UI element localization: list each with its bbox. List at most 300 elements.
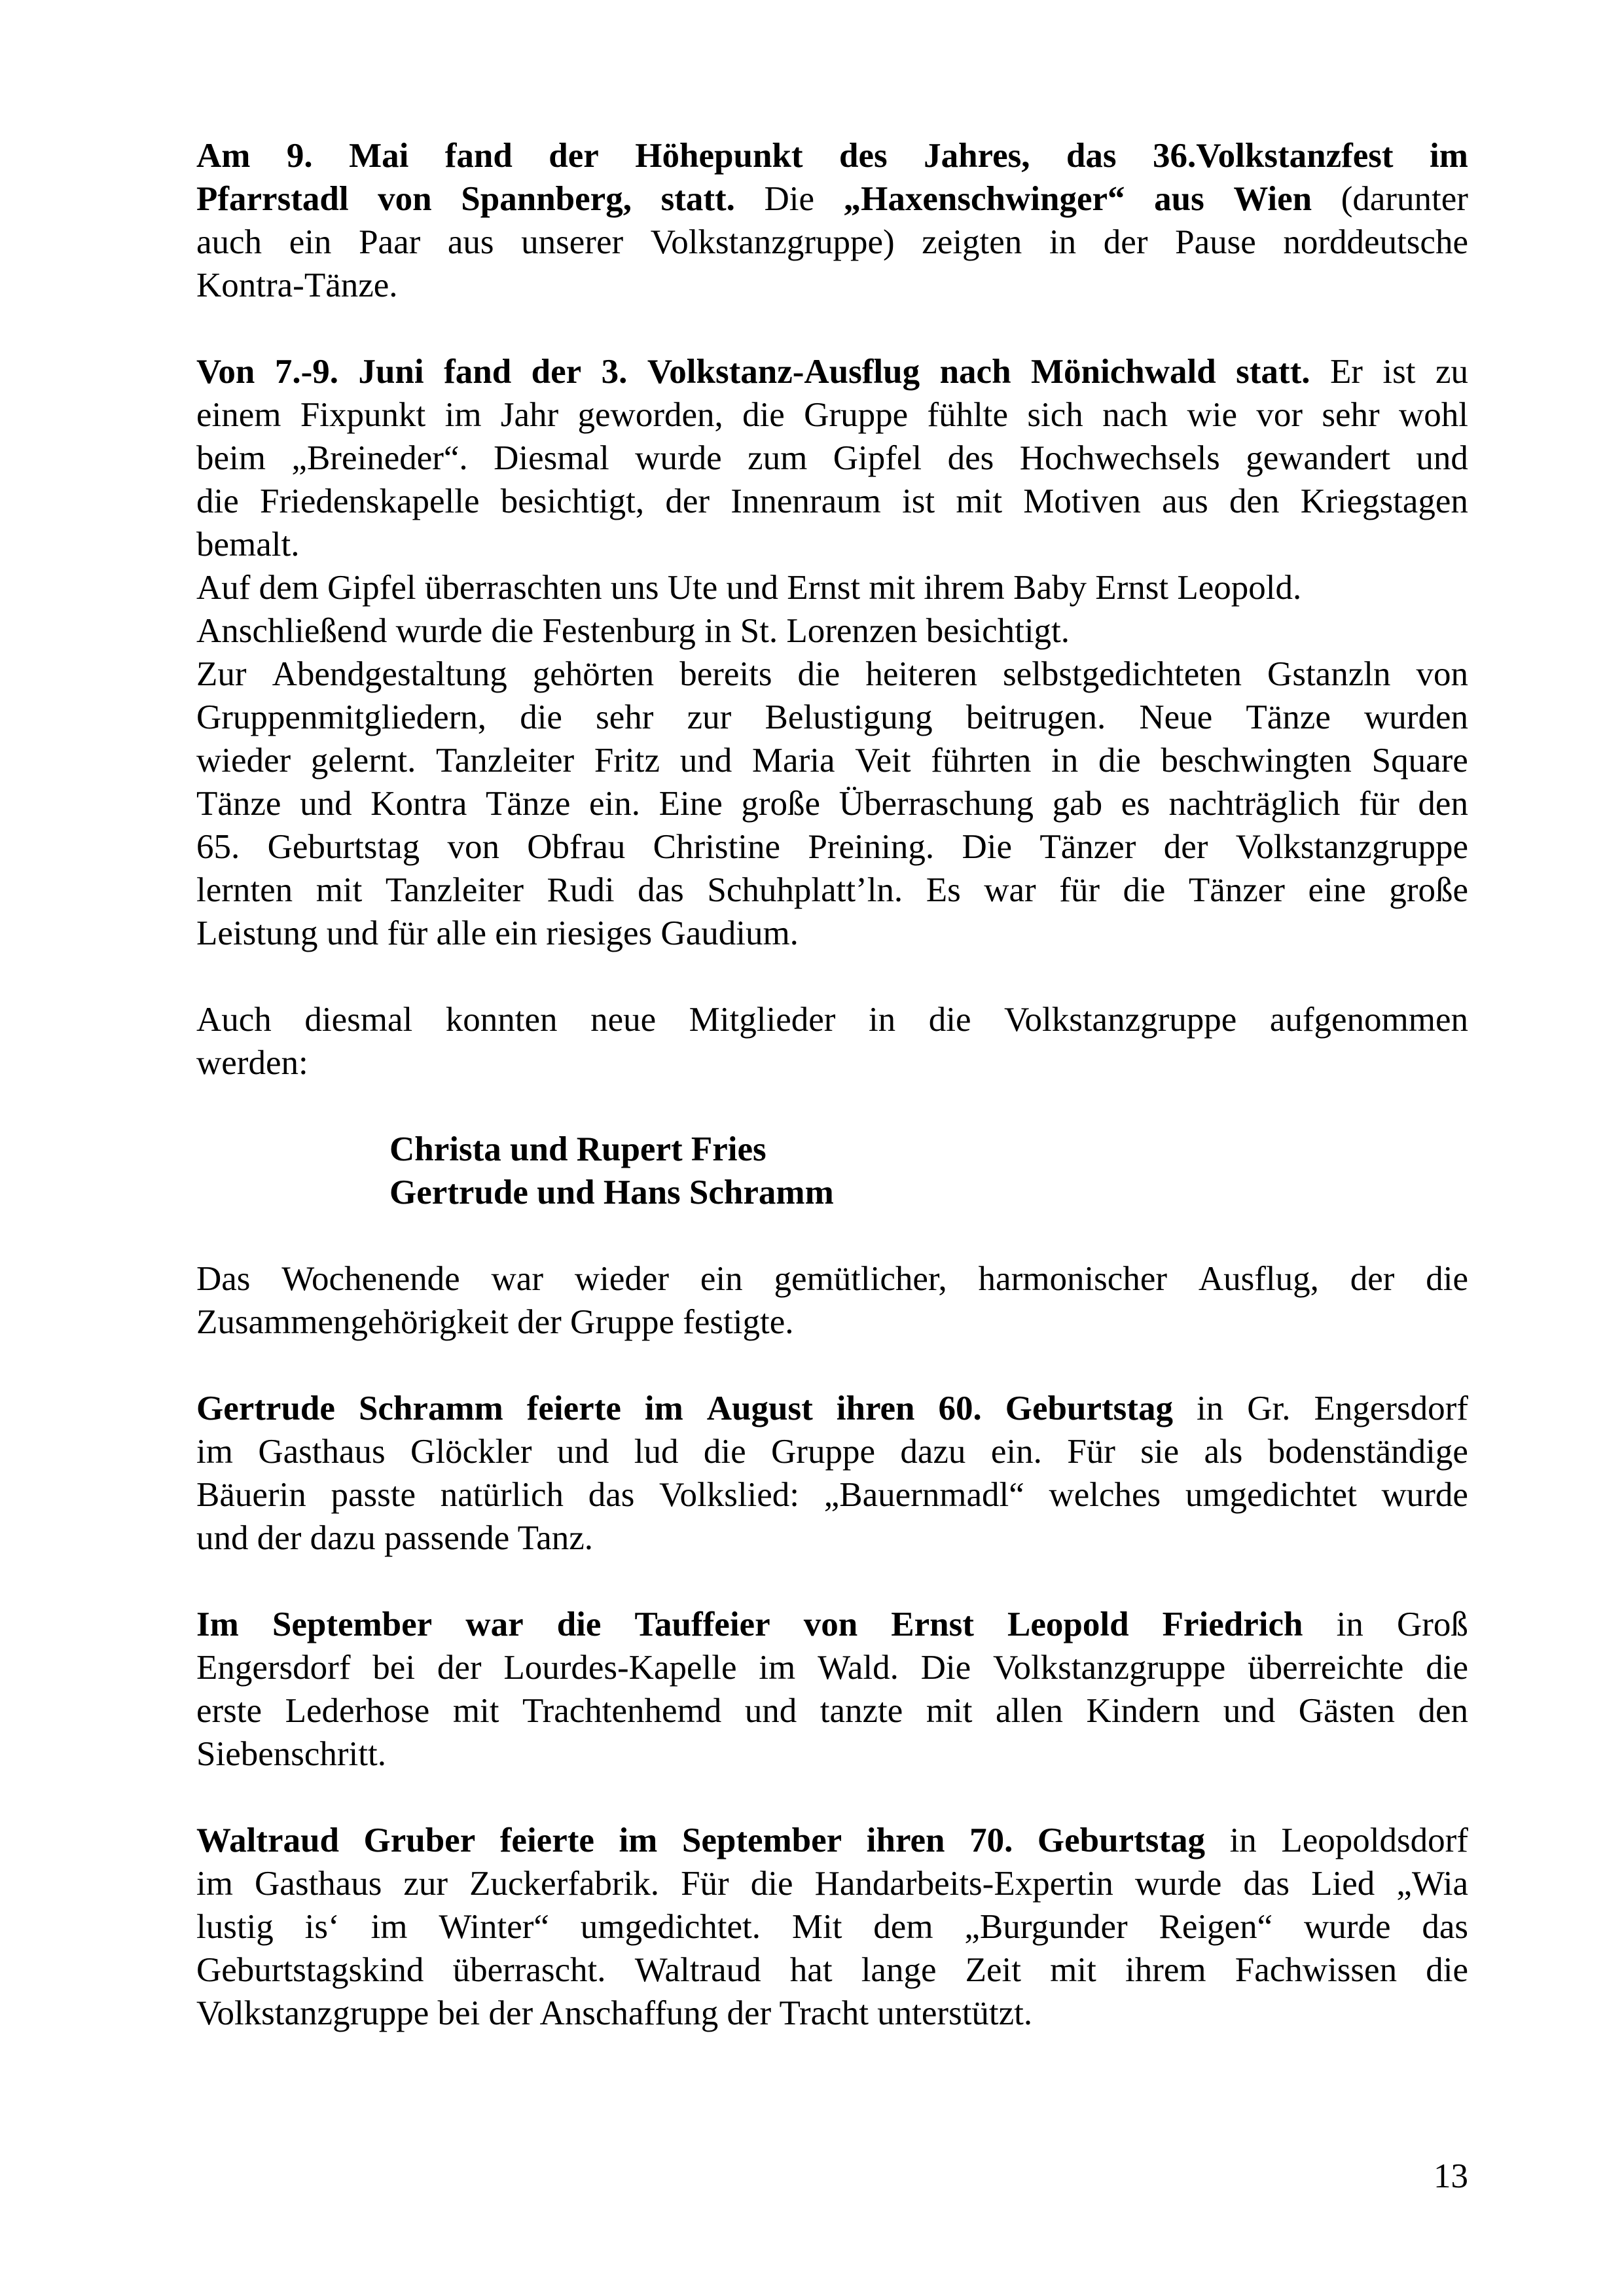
word: norddeutsche <box>1283 223 1468 261</box>
word: überreichte <box>1248 1649 1404 1687</box>
word: Pfarrstadl <box>196 180 349 218</box>
word: des <box>839 137 888 175</box>
word: Hochwechsels <box>1019 439 1220 477</box>
word: Gasthaus <box>258 1433 386 1471</box>
word: Kontra <box>370 785 467 823</box>
word: Gstanzln <box>1267 655 1391 693</box>
word: der <box>665 482 710 520</box>
word: in <box>1336 1605 1363 1643</box>
text-line <box>196 221 1468 264</box>
word: das <box>638 871 684 909</box>
word: der <box>531 353 582 391</box>
word: von <box>1416 655 1468 693</box>
word: im <box>644 1390 683 1427</box>
word: Überraschung <box>839 785 1034 823</box>
word: „Bauernmadl“ <box>823 1476 1024 1514</box>
word: die <box>1426 1649 1468 1687</box>
word: Rudi <box>547 871 615 909</box>
word: umgedichtet. <box>580 1908 761 1946</box>
word: überrascht. <box>452 1951 606 1989</box>
word: die <box>928 1001 971 1039</box>
text-segment: Volkstanzgruppe bei der Anschaffung der Tracht unterstützt. <box>196 1994 1033 2032</box>
word: bereits <box>679 655 772 693</box>
word: tanzte <box>820 1692 903 1730</box>
word: Schuhplatt’ln. <box>707 871 903 909</box>
word: Tauffeier <box>634 1605 770 1643</box>
word: zeigten <box>922 223 1022 261</box>
word: Abendgestaltung <box>272 655 507 693</box>
text-segment: werden: <box>196 1044 308 1082</box>
word: Gruppe <box>804 396 909 434</box>
word: Volkslied: <box>659 1476 800 1514</box>
word: Volkstanzgruppe) <box>650 223 895 261</box>
word: neue <box>590 1001 657 1039</box>
word: das <box>1422 1908 1468 1946</box>
word: Gasthaus <box>255 1865 382 1903</box>
paragraph-volkstanz-ausflug <box>196 350 1468 955</box>
word: lud <box>634 1433 679 1471</box>
text-segment: Auf dem Gipfel überraschten uns Ute und Ernst mit ihrem Baby Ernst Leopold. <box>196 569 1302 607</box>
text-line <box>196 393 1468 437</box>
word: „Burgunder <box>964 1908 1128 1946</box>
word: August <box>706 1390 813 1427</box>
word: Kindern <box>1086 1692 1200 1730</box>
text-line <box>196 177 1468 221</box>
word: September <box>681 1821 842 1859</box>
word: sehr <box>596 698 654 736</box>
paragraph-neue-mitglieder <box>196 998 1468 1085</box>
word: Pause <box>1175 223 1256 261</box>
word: und <box>556 1433 609 1471</box>
word: statt. <box>1236 353 1310 391</box>
word: Für <box>1067 1433 1115 1471</box>
word: die <box>196 482 239 520</box>
word: Gruppe <box>771 1433 875 1471</box>
word: fand <box>444 353 512 391</box>
word: eine <box>1308 871 1366 909</box>
word: Obfrau <box>527 828 626 866</box>
word: Es <box>926 871 961 909</box>
word: Juni <box>358 353 424 391</box>
word: Die <box>920 1649 971 1687</box>
word: von <box>803 1605 858 1643</box>
word: Volkstanzgruppe <box>993 1649 1226 1687</box>
word: Tänzer <box>1039 828 1136 866</box>
word: zur <box>403 1865 448 1903</box>
text-line <box>196 1473 1468 1516</box>
text-segment: und der dazu passende Tanz. <box>196 1519 594 1557</box>
word: Tänzer <box>1188 871 1285 909</box>
word: Diesmal <box>494 439 609 477</box>
word: wurde <box>1304 1908 1391 1946</box>
word: nach <box>1102 396 1168 434</box>
text-line <box>196 566 1468 609</box>
word: Lied <box>1311 1865 1375 1903</box>
word: Belustigung <box>765 698 933 736</box>
word: Die <box>764 180 815 218</box>
word: wieder <box>196 742 291 780</box>
word: unserer <box>521 223 624 261</box>
word: diesmal <box>304 1001 413 1039</box>
word: Friedrich <box>1162 1605 1303 1643</box>
word: ist <box>1382 353 1416 391</box>
word: den <box>1418 1692 1468 1730</box>
word: feierte <box>499 1821 594 1859</box>
word: lernten <box>196 871 293 909</box>
word: gelernt. <box>310 742 416 780</box>
word: ihren <box>836 1390 915 1427</box>
text-line <box>196 1862 1468 1905</box>
word: Handarbeits-Expertin <box>814 1865 1113 1903</box>
word: bei <box>372 1649 416 1687</box>
word: Motiven <box>1023 482 1141 520</box>
text-segment: bemalt. <box>196 526 300 564</box>
word: Gertrude <box>196 1390 335 1427</box>
word: feierte <box>526 1390 621 1427</box>
word: gab <box>1052 785 1103 823</box>
word: in <box>1051 742 1079 780</box>
text-segment: Zusammengehörigkeit der Gruppe festigte. <box>196 1303 794 1341</box>
word: der <box>437 1649 482 1687</box>
word: Tänze <box>196 785 281 823</box>
word: Im <box>196 1605 239 1643</box>
word: Mitglieder <box>689 1001 836 1039</box>
word: Trachtenhemd <box>522 1692 722 1730</box>
word: Jahr <box>500 396 559 434</box>
word: Fixpunkt <box>300 396 426 434</box>
word: Paar <box>359 223 421 261</box>
word: große <box>1389 871 1468 909</box>
word: aus <box>1162 482 1208 520</box>
word: nachträglich <box>1168 785 1341 823</box>
word: große <box>741 785 821 823</box>
text-line <box>196 696 1468 739</box>
word: Tänze <box>485 785 571 823</box>
word: 7.-9. <box>274 353 338 391</box>
word: Mit <box>791 1908 842 1946</box>
word: 65. <box>196 828 240 866</box>
word: wie <box>1187 396 1238 434</box>
paragraph-mitglieder-namen <box>196 1128 1468 1214</box>
paragraph-waltraud-gruber-geburtstag <box>196 1819 1468 2035</box>
word: gewandert <box>1246 439 1390 477</box>
text-line <box>389 1128 1468 1171</box>
text-segment: Leistung und für alle ein riesiges Gaudium. <box>196 914 799 952</box>
text-line <box>196 1516 1468 1560</box>
word: die <box>1426 1260 1468 1298</box>
word: das <box>1243 1865 1290 1903</box>
word: natürlich <box>440 1476 564 1514</box>
word: wurde <box>1134 1865 1222 1903</box>
word: Gipfel <box>833 439 922 477</box>
word: Mai <box>349 137 409 175</box>
word: bodenständige <box>1267 1433 1468 1471</box>
word: Preining. <box>808 828 935 866</box>
word: 70. <box>969 1821 1013 1859</box>
word: konnten <box>445 1001 558 1039</box>
word: geworden, <box>577 396 723 434</box>
text-line <box>196 134 1468 177</box>
word: Geburtstag <box>267 828 420 866</box>
word: Gruppenmitgliedern, <box>196 698 487 736</box>
word: auch <box>196 223 262 261</box>
word: Für <box>681 1865 729 1903</box>
word: Er <box>1329 353 1363 391</box>
word: Zuckerfabrik. <box>469 1865 660 1903</box>
word: für <box>1059 871 1100 909</box>
text-line <box>196 1732 1468 1776</box>
word: Jahres, <box>924 137 1030 175</box>
text-line <box>196 998 1468 1041</box>
word: Das <box>196 1260 251 1298</box>
word: umgedichtet <box>1185 1476 1357 1514</box>
word: „Wia <box>1396 1865 1468 1903</box>
word: Zeit <box>965 1951 1021 1989</box>
word: Wochenende <box>281 1260 460 1298</box>
word: von <box>447 828 499 866</box>
word: lustig <box>196 1908 274 1946</box>
word: ein <box>289 223 332 261</box>
word: und <box>300 785 352 823</box>
word: das <box>588 1476 635 1514</box>
word: beim <box>196 439 266 477</box>
text-line <box>196 1992 1468 2035</box>
word: sie <box>1140 1433 1180 1471</box>
word: führten <box>931 742 1032 780</box>
text-line <box>196 653 1468 696</box>
word: 60. <box>938 1390 982 1427</box>
word: heiteren <box>865 655 977 693</box>
word: im <box>759 1649 796 1687</box>
word: Lourdes-Kapelle <box>503 1649 737 1687</box>
page-number: 13 <box>1434 2157 1468 2195</box>
word: Leopold <box>1007 1605 1129 1643</box>
word: Geburtstag <box>1037 1821 1206 1859</box>
word: Tänze <box>1246 698 1331 736</box>
word: Leopoldsdorf <box>1281 1821 1468 1859</box>
text-line <box>196 1041 1468 1085</box>
word: war <box>984 871 1036 909</box>
word: und <box>1223 1692 1276 1730</box>
word: im <box>370 1908 408 1946</box>
word: im <box>1430 137 1468 175</box>
word: den <box>1229 482 1280 520</box>
text-line <box>196 1603 1468 1646</box>
word: für <box>1359 785 1399 823</box>
word: Waltraud <box>196 1821 339 1859</box>
word: ein. <box>990 1433 1042 1471</box>
word: war <box>465 1605 524 1643</box>
word: es <box>1121 785 1150 823</box>
text-line <box>196 480 1468 523</box>
paragraph-volkstanzfest <box>196 134 1468 307</box>
word: der <box>1103 223 1148 261</box>
word: Tanzleiter <box>436 742 575 780</box>
word: ein. <box>589 785 641 823</box>
text-line <box>196 1689 1468 1732</box>
word: die <box>750 1865 793 1903</box>
word: mit <box>452 1692 499 1730</box>
text-line <box>196 1905 1468 1948</box>
word: Geburtstagskind <box>196 1951 424 1989</box>
word: das <box>1066 137 1117 175</box>
word: Glöckler <box>410 1433 532 1471</box>
word: Eine <box>659 785 723 823</box>
text-segment: Anschließend wurde die Festenburg in St. Lorenzen besichtigt. <box>196 612 1070 650</box>
word: nach <box>939 353 1011 391</box>
word: statt. <box>660 180 735 218</box>
word: beitrugen. <box>965 698 1106 736</box>
word: sich <box>1027 396 1083 434</box>
word: Gruber <box>363 1821 476 1859</box>
text-segment: Kontra-Tänze. <box>196 266 398 304</box>
text-line <box>196 1646 1468 1689</box>
word: lange <box>861 1951 937 1989</box>
word: beschwingten <box>1161 742 1352 780</box>
word: besichtigt, <box>500 482 645 520</box>
word: Reigen“ <box>1159 1908 1273 1946</box>
word: ihren <box>866 1821 945 1859</box>
word: 3. <box>601 353 628 391</box>
word: Maria <box>751 742 835 780</box>
word: wohl <box>1398 396 1468 434</box>
word: Fachwissen <box>1235 1951 1398 1989</box>
word: Auch <box>196 1001 272 1039</box>
word: (darunter <box>1341 180 1468 218</box>
word: Winter“ <box>439 1908 549 1946</box>
word: im <box>619 1821 658 1859</box>
word: und <box>679 742 732 780</box>
text-line <box>389 1171 1468 1214</box>
text-line <box>196 1300 1468 1344</box>
word: Ernst <box>891 1605 974 1643</box>
word: Fritz <box>594 742 660 780</box>
word: September <box>272 1605 433 1643</box>
word: wurde <box>1381 1476 1468 1514</box>
word: passte <box>331 1476 416 1514</box>
word: der <box>1163 828 1208 866</box>
word: Von <box>196 353 255 391</box>
word: Square <box>1371 742 1468 780</box>
text-line <box>196 1430 1468 1473</box>
word: die <box>556 1605 602 1643</box>
word: Tanzleiter <box>385 871 524 909</box>
word: fühlte <box>927 396 1009 434</box>
word: und <box>1416 439 1468 477</box>
text-segment: Gertrude und Hans Schramm <box>389 1174 834 1211</box>
text-line <box>196 264 1468 307</box>
word: Groß <box>1396 1605 1468 1643</box>
word: in <box>868 1001 896 1039</box>
word: Wald. <box>818 1649 899 1687</box>
word: aus <box>447 223 494 261</box>
word: welches <box>1049 1476 1161 1514</box>
word: hat <box>789 1951 833 1989</box>
word: die <box>797 655 840 693</box>
word: von <box>378 180 432 218</box>
word: ist <box>902 482 935 520</box>
word: Ausflug, <box>1198 1260 1319 1298</box>
word: zu <box>1435 353 1468 391</box>
word: im <box>444 396 482 434</box>
word: in <box>1049 223 1077 261</box>
word: Innenraum <box>731 482 881 520</box>
word: Wien <box>1233 180 1312 218</box>
word: dazu <box>900 1433 966 1471</box>
text-line <box>196 912 1468 955</box>
word: die <box>742 396 785 434</box>
word: war <box>491 1260 543 1298</box>
document-body <box>196 134 1468 2078</box>
word: is‘ <box>304 1908 340 1946</box>
word: mit <box>1050 1951 1096 1989</box>
text-line <box>196 739 1468 782</box>
word: Waltraud <box>634 1951 761 1989</box>
word: Christine <box>653 828 780 866</box>
word: selbstgedichteten <box>1003 655 1242 693</box>
word: des <box>947 439 994 477</box>
word: wieder <box>574 1260 670 1298</box>
word: Volkstanz-Ausflug <box>647 353 920 391</box>
text-line <box>196 1387 1468 1430</box>
text-line <box>196 1819 1468 1862</box>
word: gemütlicher, <box>774 1260 947 1298</box>
word: wurde <box>635 439 722 477</box>
word: Zur <box>196 655 247 693</box>
word: mit <box>926 1692 973 1730</box>
word: erste <box>196 1692 262 1730</box>
word: die <box>703 1433 746 1471</box>
word: aus <box>1154 180 1204 218</box>
word: einem <box>196 396 281 434</box>
text-line <box>196 782 1468 825</box>
text-line <box>196 609 1468 653</box>
text-segment: Siebenschritt. <box>196 1735 386 1773</box>
word: Höhepunkt <box>635 137 803 175</box>
word: Kriegstagen <box>1300 482 1468 520</box>
text-segment: Christa und Rupert Fries <box>389 1130 767 1168</box>
word: Geburtstag <box>1005 1390 1173 1427</box>
word: Volkstanzgruppe <box>1004 1001 1237 1039</box>
word: der <box>549 137 599 175</box>
word: zum <box>748 439 808 477</box>
word: der <box>1350 1260 1395 1298</box>
word: 36.Volkstanzfest <box>1153 137 1394 175</box>
word: ihrem <box>1125 1951 1206 1989</box>
word: Volkstanzgruppe <box>1235 828 1468 866</box>
text-line <box>196 350 1468 393</box>
word: ein <box>700 1260 743 1298</box>
word: Neue <box>1139 698 1213 736</box>
word: mit <box>316 871 363 909</box>
word: Gästen <box>1298 1692 1395 1730</box>
word: als <box>1204 1433 1243 1471</box>
text-line <box>196 523 1468 566</box>
word: Friedenskapelle <box>259 482 480 520</box>
word: Engersdorf <box>196 1649 351 1687</box>
word: in <box>1196 1390 1224 1427</box>
word: „Breineder“. <box>291 439 468 477</box>
word: die <box>1426 1951 1468 1989</box>
word: Engersdorf <box>1314 1390 1468 1427</box>
word: Schramm <box>358 1390 503 1427</box>
text-line <box>196 825 1468 869</box>
word: Lederhose <box>285 1692 430 1730</box>
word: allen <box>996 1692 1064 1730</box>
text-line <box>196 869 1468 912</box>
word: Mönichwald <box>1031 353 1216 391</box>
word: vor <box>1256 396 1303 434</box>
